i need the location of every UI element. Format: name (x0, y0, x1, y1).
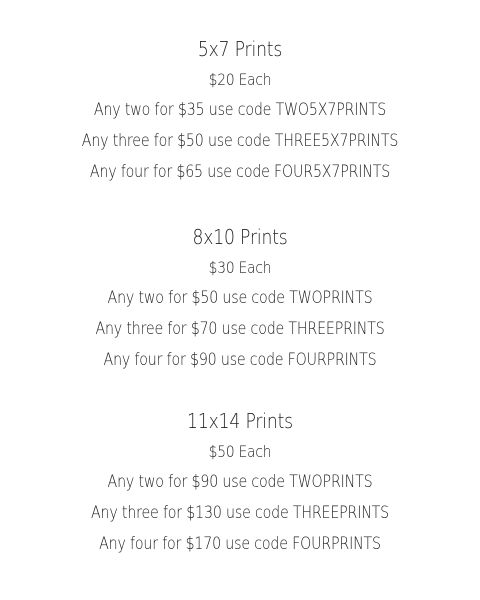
price-section-8x10 (0, 221, 480, 375)
offer-four: Any four for $90 use code FOURPRINTS (103, 350, 377, 369)
offer-two: Any two for $35 use code TWO5X7PRINTS (93, 100, 387, 119)
price-section-5x7 (0, 33, 480, 187)
offer-three: Any three for $130 use code THREEPRINTS (91, 503, 389, 522)
offer-four: Any four for $65 use code FOUR5X7PRINTS (89, 162, 391, 181)
offer-three: Any three for $70 use code THREEPRINTS (95, 319, 385, 338)
offer-two: Any two for $50 use code TWOPRINTS (107, 288, 373, 307)
price-section-11x14 (0, 405, 480, 559)
offer-two: Any two for $90 use code TWOPRINTS (107, 472, 373, 491)
single-price: $20 Each (208, 70, 272, 89)
section-title: 8x10 Prints (192, 225, 288, 249)
section-title: 5x7 Prints (197, 37, 283, 61)
section-title: 11x14 Prints (187, 409, 293, 433)
single-price: $50 Each (208, 442, 272, 461)
offer-three: Any three for $50 use code THREE5X7PRINTS (81, 131, 399, 150)
offer-four: Any four for $170 use code FOURPRINTS (99, 534, 381, 553)
single-price: $30 Each (208, 258, 272, 277)
